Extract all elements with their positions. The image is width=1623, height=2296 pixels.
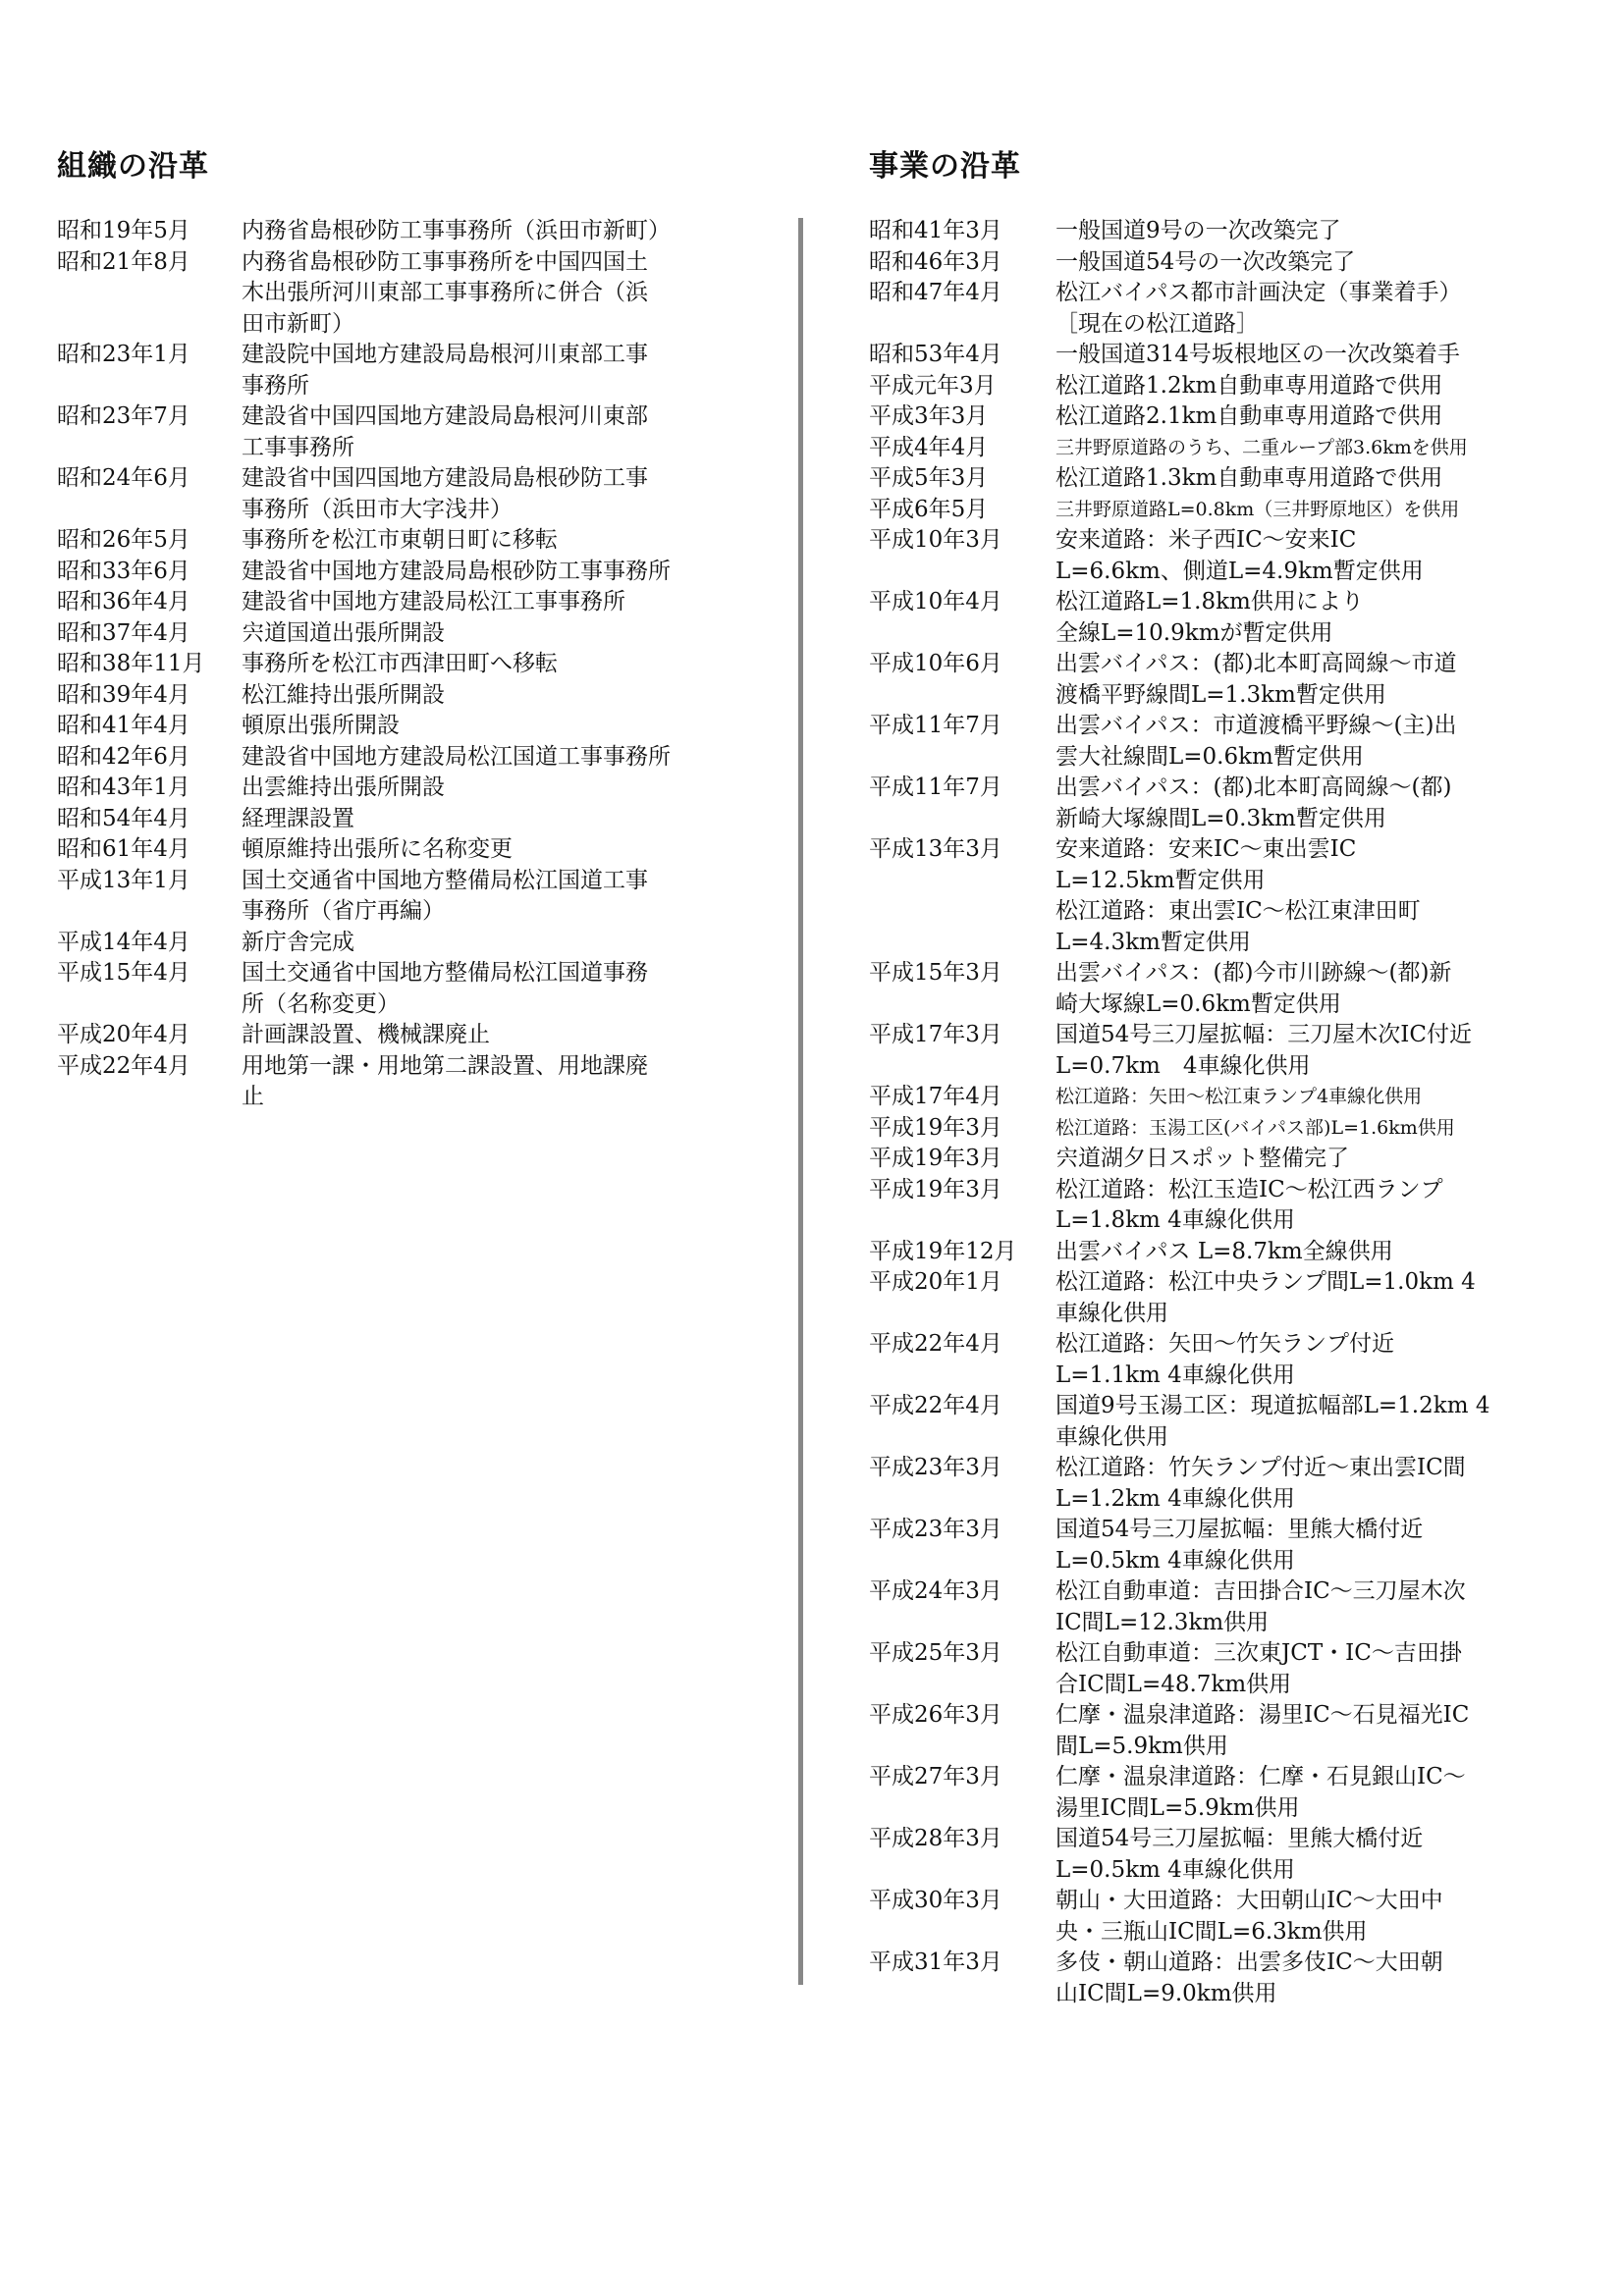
history-entry bbox=[869, 247, 1556, 279]
entry-text: 出雲バイパス：(都)北本町高岡線～市道 渡橋平野線間L=1.3km暫定供用 bbox=[1055, 651, 1457, 708]
entry-text: 用地第一課・用地第二課設置、用地課廃 止 bbox=[242, 1052, 648, 1109]
entry-date: 平成30年3月 bbox=[869, 1888, 1002, 1913]
entry-date: 昭和46年3月 bbox=[869, 248, 1002, 275]
entry-date: 昭和36年4月 bbox=[57, 589, 190, 614]
history-entry bbox=[869, 1113, 1556, 1145]
history-entry bbox=[57, 1051, 734, 1113]
history-entry bbox=[869, 1453, 1556, 1515]
entry-date: 昭和61年4月 bbox=[57, 836, 190, 862]
entry-text: 仁摩・温泉津道路：仁摩・石見銀山IC～ 湯里IC間L=5.9km供用 bbox=[1055, 1764, 1466, 1821]
entry-date: 昭和19年5月 bbox=[57, 218, 190, 243]
entry-text: 朝山・大田道路：大田朝山IC～大田中 央・三瓶山IC間L=6.3km供用 bbox=[1055, 1888, 1443, 1945]
entry-text: 建設省中国四国地方建設局島根砂防工事 事務所（浜田市大字浅井） bbox=[242, 465, 648, 522]
entry-date: 平成31年3月 bbox=[869, 1949, 1002, 1975]
entry-text: 建設院中国地方建設局島根河川東部工事 事務所 bbox=[242, 342, 648, 399]
entry-text: 松江道路：松江玉造IC～松江西ランプ L=1.8km 4車線化供用 bbox=[1055, 1176, 1443, 1233]
entry-date: 平成20年1月 bbox=[869, 1269, 1002, 1295]
history-entry bbox=[57, 711, 734, 742]
entry-text: 松江道路：松江中央ランプ間L=1.0km 4 車線化供用 bbox=[1055, 1269, 1476, 1326]
entry-text: 頓原維持出張所に名称変更 bbox=[242, 836, 513, 862]
history-entry bbox=[869, 1948, 1556, 2009]
history-entry bbox=[869, 1175, 1556, 1237]
history-entry bbox=[869, 587, 1556, 649]
entry-text: 国道54号三刀屋拡幅：三刀屋木次IC付近 L=0.7km 4車線化供用 bbox=[1055, 1022, 1472, 1079]
entry-text: 出雲バイパス：(都)北本町高岡線～(都) 新崎大塚線間L=0.3km暫定供用 bbox=[1055, 774, 1452, 831]
project-history-heading: 事業の沿革 bbox=[869, 149, 1021, 184]
entry-text: 安来道路：安来IC～東出雲IC L=12.5km暫定供用 松江道路：東出雲IC～松江東津田町 L=4.3km暫定供用 bbox=[1055, 836, 1421, 955]
entry-text: 松江バイパス都市計画決定（事業着手） ［現在の松江道路］ bbox=[1055, 280, 1462, 337]
entry-text: 内務省島根砂防工事事務所を中国四国土 木出張所河川東部工事事務所に併合（浜 田市新町） bbox=[242, 248, 648, 337]
entry-text: 国道54号三刀屋拡幅：里熊大橋付近 L=0.5km 4車線化供用 bbox=[1055, 1517, 1424, 1574]
entry-date: 平成14年4月 bbox=[57, 929, 190, 955]
entry-date: 平成23年3月 bbox=[869, 1455, 1002, 1480]
entry-date: 昭和39年4月 bbox=[57, 681, 190, 708]
entry-date: 平成10年4月 bbox=[869, 589, 1002, 614]
history-entry bbox=[57, 834, 734, 866]
entry-date: 平成22年4月 bbox=[57, 1052, 190, 1079]
entry-date: 平成17年3月 bbox=[869, 1022, 1002, 1047]
history-entry bbox=[869, 1576, 1556, 1638]
history-entry bbox=[57, 742, 734, 774]
entry-date: 平成11年7月 bbox=[869, 713, 1002, 738]
entry-text: 建設省中国四国地方建設局島根河川東部 工事事務所 bbox=[242, 403, 648, 460]
entry-text: 経理課設置 bbox=[242, 805, 354, 831]
entry-text: 三井野原道路L=0.8km（三井野原地区）を供用 bbox=[1055, 498, 1460, 520]
organization-history-column bbox=[57, 147, 734, 1113]
entry-text: 宍道湖夕日スポット整備完了 bbox=[1055, 1146, 1349, 1171]
entry-date: 平成23年3月 bbox=[869, 1517, 1002, 1542]
entry-date: 昭和47年4月 bbox=[869, 280, 1002, 305]
entry-text: 出雲バイパス：(都)今市川跡線～(都)新 崎大塚線L=0.6km暫定供用 bbox=[1055, 960, 1452, 1017]
entry-date: 平成28年3月 bbox=[869, 1826, 1002, 1851]
entry-text: 宍道国道出張所開設 bbox=[242, 619, 445, 646]
entry-date: 平成15年3月 bbox=[869, 960, 1002, 986]
entry-date: 平成19年12月 bbox=[869, 1238, 1017, 1264]
entry-text: 仁摩・温泉津道路：湯里IC～石見福光IC 間L=5.9km供用 bbox=[1055, 1702, 1470, 1759]
entry-date: 昭和26年5月 bbox=[57, 527, 190, 553]
entry-text: 内務省島根砂防工事事務所（浜田市新町） bbox=[242, 218, 671, 243]
history-entry bbox=[869, 371, 1556, 402]
entry-text: 松江自動車道：三次東JCT・IC～吉田掛 合IC間L=48.7km供用 bbox=[1055, 1640, 1462, 1697]
entry-text: 事務所を松江市西津田町へ移転 bbox=[242, 651, 558, 676]
entry-date: 昭和41年4月 bbox=[57, 713, 190, 738]
history-entry bbox=[57, 401, 734, 463]
entry-date: 昭和37年4月 bbox=[57, 619, 190, 646]
entry-text: 松江道路2.1km自動車専用道路で供用 bbox=[1055, 403, 1443, 429]
history-entry bbox=[869, 711, 1556, 773]
entry-date: 平成5年3月 bbox=[869, 465, 989, 491]
entry-text: 出雲バイパス：市道渡橋平野線～(主)出 雲大社線間L=0.6km暫定供用 bbox=[1055, 713, 1457, 770]
history-entry bbox=[57, 247, 734, 341]
entry-date: 平成元年3月 bbox=[869, 372, 997, 399]
entry-date: 平成10年6月 bbox=[869, 651, 1002, 676]
entry-date: 昭和53年4月 bbox=[869, 342, 1002, 367]
history-entry bbox=[869, 834, 1556, 958]
entry-date: 昭和21年8月 bbox=[57, 248, 190, 275]
entry-text: 建設省中国地方建設局島根砂防工事事務所 bbox=[242, 558, 671, 584]
entry-text: 一般国道9号の一次改築完了 bbox=[1055, 218, 1341, 243]
entry-date: 平成6年5月 bbox=[869, 496, 989, 522]
history-entry bbox=[57, 557, 734, 588]
history-entry bbox=[57, 216, 734, 247]
entry-date: 平成10年3月 bbox=[869, 527, 1002, 553]
entry-text: 建設省中国地方建設局松江国道工事事務所 bbox=[242, 743, 671, 770]
entry-date: 平成20年4月 bbox=[57, 1022, 190, 1047]
history-entry bbox=[869, 278, 1556, 340]
entry-date: 昭和54年4月 bbox=[57, 805, 190, 831]
history-entry bbox=[869, 1762, 1556, 1824]
entry-date: 昭和38年11月 bbox=[57, 651, 205, 676]
entry-text: 三井野原道路のうち、二重ループ部3.6kmを供用 bbox=[1055, 436, 1468, 458]
entry-date: 昭和41年3月 bbox=[869, 218, 1002, 243]
entry-text: 新庁舎完成 bbox=[242, 929, 354, 955]
history-entry bbox=[57, 463, 734, 525]
history-entry bbox=[869, 495, 1556, 526]
entry-text: 建設省中国地方建設局松江工事事務所 bbox=[242, 589, 625, 614]
entry-text: 松江道路：玉湯工区(バイパス部)L=1.6km供用 bbox=[1055, 1116, 1455, 1139]
entry-date: 平成17年4月 bbox=[869, 1084, 1002, 1109]
entry-date: 平成22年4月 bbox=[869, 1393, 1002, 1418]
entry-text: 国土交通省中国地方整備局松江国道工事 事務所（省庁再編） bbox=[242, 867, 648, 924]
entry-text: 松江道路1.3km自動車専用道路で供用 bbox=[1055, 465, 1443, 491]
entry-date: 平成19年3月 bbox=[869, 1114, 1002, 1141]
entry-text: 安来道路：米子西IC～安来IC L=6.6km、側道L=4.9km暫定供用 bbox=[1055, 527, 1424, 584]
history-entry bbox=[869, 1515, 1556, 1576]
entry-text: 国土交通省中国地方整備局松江国道事務 所（名称変更） bbox=[242, 960, 648, 1017]
entry-date: 平成13年3月 bbox=[869, 836, 1002, 862]
history-entry bbox=[57, 866, 734, 928]
history-entry bbox=[57, 340, 734, 401]
entry-text: 出雲維持出張所開設 bbox=[242, 774, 445, 800]
project-history-column bbox=[869, 147, 1556, 2009]
entry-date: 平成26年3月 bbox=[869, 1702, 1002, 1728]
entry-date: 昭和33年6月 bbox=[57, 558, 190, 584]
entry-text: 松江自動車道：吉田掛合IC～三刀屋木次 IC間L=12.3km供用 bbox=[1055, 1578, 1466, 1635]
history-entry bbox=[57, 958, 734, 1020]
entry-date: 昭和43年1月 bbox=[57, 774, 190, 800]
organization-history-heading: 組織の沿革 bbox=[57, 149, 209, 184]
entry-text: 一般国道54号の一次改築完了 bbox=[1055, 248, 1356, 275]
entry-date: 平成4年4月 bbox=[869, 434, 989, 460]
entry-text: 出雲バイパス L=8.7km全線供用 bbox=[1055, 1238, 1393, 1264]
history-entry bbox=[869, 1638, 1556, 1700]
history-entry bbox=[869, 1144, 1556, 1175]
entry-date: 平成22年4月 bbox=[869, 1331, 1002, 1357]
entry-text: 松江道路：矢田～松江東ランプ4車線化供用 bbox=[1055, 1086, 1423, 1107]
entry-date: 平成27年3月 bbox=[869, 1764, 1002, 1789]
entry-text: 計画課設置、機械課廃止 bbox=[242, 1022, 490, 1047]
entry-text: 頓原出張所開設 bbox=[242, 713, 400, 738]
entry-text: 松江道路：竹矢ランプ付近～東出雲IC間 L=1.2km 4車線化供用 bbox=[1055, 1455, 1466, 1512]
entry-text: 多伎・朝山道路：出雲多伎IC～大田朝 山IC間L=9.0km供用 bbox=[1055, 1949, 1443, 2006]
history-entry bbox=[869, 433, 1556, 464]
history-entry bbox=[57, 1020, 734, 1051]
entry-date: 平成13年1月 bbox=[57, 867, 190, 893]
entry-date: 平成19年3月 bbox=[869, 1146, 1002, 1171]
history-entry bbox=[57, 649, 734, 680]
entry-text: 国道9号玉湯工区：現道拡幅部L=1.2km 4 車線化供用 bbox=[1055, 1393, 1490, 1450]
history-entry bbox=[869, 340, 1556, 371]
history-entry bbox=[57, 928, 734, 959]
entry-date: 昭和23年7月 bbox=[57, 403, 190, 429]
history-entry bbox=[57, 804, 734, 835]
column-divider bbox=[798, 218, 803, 1985]
entry-date: 昭和24年6月 bbox=[57, 465, 190, 491]
history-entry bbox=[869, 773, 1556, 834]
entry-text: 国道54号三刀屋拡幅：里熊大橋付近 L=0.5km 4車線化供用 bbox=[1055, 1826, 1424, 1883]
history-entry bbox=[869, 525, 1556, 587]
organization-history-list bbox=[57, 216, 734, 1113]
history-entry bbox=[869, 1886, 1556, 1948]
entry-text: 事務所を松江市東朝日町に移転 bbox=[242, 527, 558, 553]
project-history-list bbox=[869, 216, 1556, 2009]
history-entry bbox=[57, 587, 734, 618]
entry-date: 平成25年3月 bbox=[869, 1640, 1002, 1666]
entry-date: 昭和23年1月 bbox=[57, 342, 190, 367]
entry-date: 平成15年4月 bbox=[57, 960, 190, 986]
entry-date: 昭和42年6月 bbox=[57, 743, 190, 770]
history-entry bbox=[869, 1329, 1556, 1391]
history-entry bbox=[57, 525, 734, 557]
entry-date: 平成19年3月 bbox=[869, 1176, 1002, 1202]
history-entry bbox=[869, 463, 1556, 495]
entry-date: 平成3年3月 bbox=[869, 403, 989, 429]
history-entry bbox=[869, 1020, 1556, 1082]
entry-date: 平成11年7月 bbox=[869, 774, 1002, 800]
history-entry bbox=[869, 958, 1556, 1020]
history-entry bbox=[869, 1237, 1556, 1268]
entry-text: 松江道路1.2km自動車専用道路で供用 bbox=[1055, 372, 1443, 399]
history-entry bbox=[57, 680, 734, 712]
history-entry bbox=[869, 1391, 1556, 1453]
entry-date: 平成24年3月 bbox=[869, 1578, 1002, 1604]
history-entry bbox=[869, 1824, 1556, 1886]
history-entry bbox=[57, 618, 734, 650]
history-entry bbox=[869, 216, 1556, 247]
entry-text: 松江道路：矢田～竹矢ランプ付近 L=1.1km 4車線化供用 bbox=[1055, 1331, 1394, 1388]
history-entry bbox=[869, 649, 1556, 711]
history-entry bbox=[869, 1700, 1556, 1762]
history-entry bbox=[869, 401, 1556, 433]
entry-text: 松江維持出張所開設 bbox=[242, 681, 445, 708]
entry-text: 一般国道314号坂根地区の一次改築着手 bbox=[1055, 342, 1460, 367]
history-entry bbox=[57, 773, 734, 804]
history-entry bbox=[869, 1082, 1556, 1113]
history-entry bbox=[869, 1267, 1556, 1329]
entry-text: 松江道路L=1.8km供用により 全線L=10.9kmが暫定供用 bbox=[1055, 589, 1364, 646]
